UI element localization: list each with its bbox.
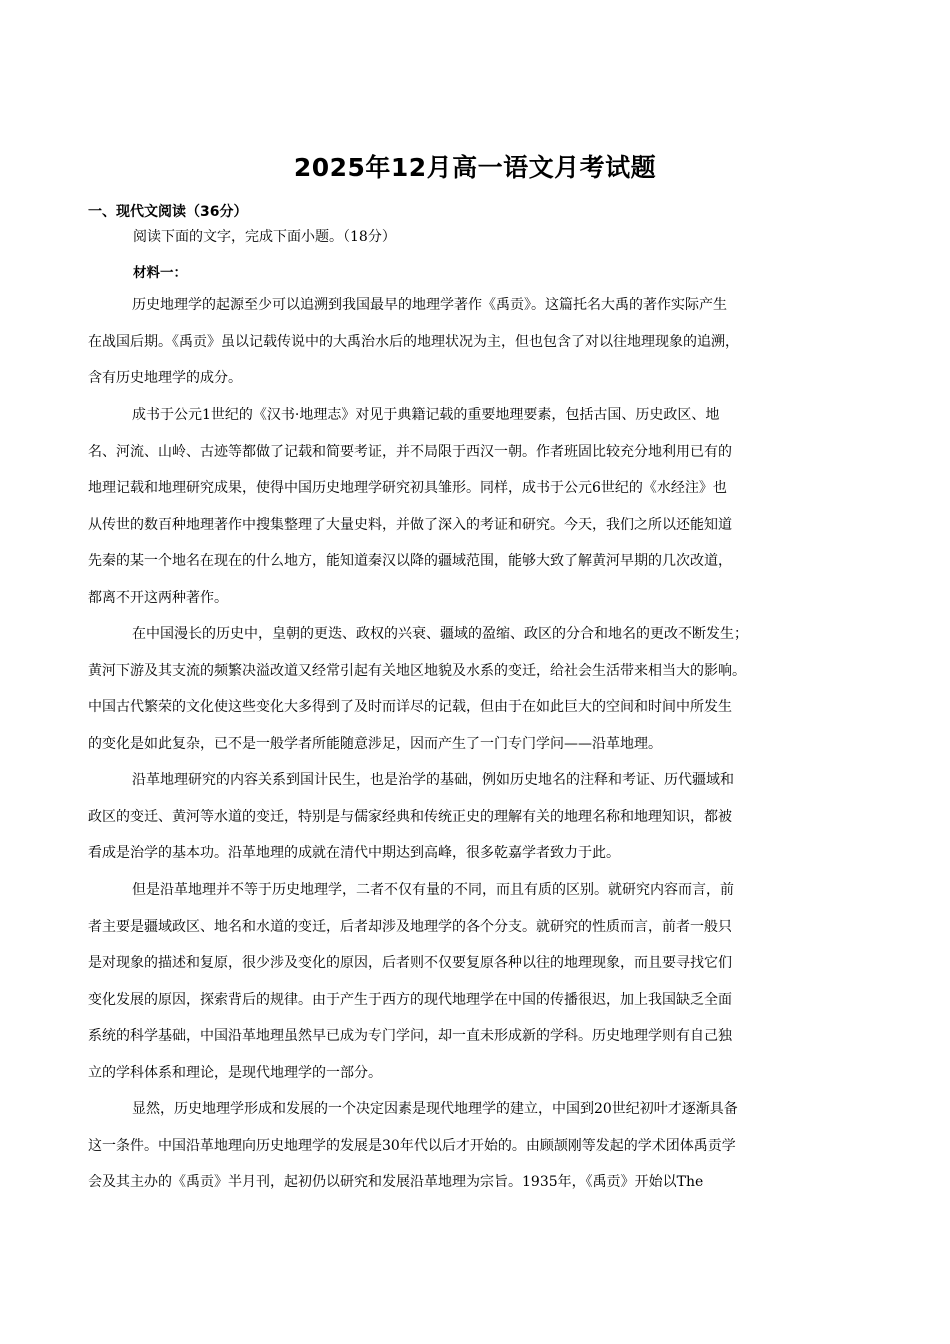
material-label: 材料一： <box>133 265 187 281</box>
text-line: 立的学科体系和理论，是现代地理学的一部分。 <box>88 1064 382 1081</box>
text-line: 成书于公元1世纪的《汉书·地理志》对见于典籍记载的重要地理要素，包括古国、历史政区、地 <box>132 407 720 423</box>
paragraph-1 <box>88 287 868 397</box>
paragraph-3 <box>88 616 868 762</box>
text-line: 地理记载和地理研究成果，使得中国历史地理学研究初具雏形。同样，成书于公元6世纪的《水经注》也 <box>88 480 727 496</box>
text-line: 会及其主办的《禹贡》半月刊，起初仍以研究和发展沿革地理为宗旨。1935年，《禹贡》开始以The <box>88 1174 704 1190</box>
text-line: 从传世的数百种地理著作中搜集整理了大量史料，并做了深入的考证和研究。今天，我们之所以还能知道 <box>88 516 732 533</box>
text-line: 但是沿革地理并不等于历史地理学，二者不仅有量的不同，而且有质的区别。就研究内容而言，前 <box>132 882 734 898</box>
text-line: 显然，历史地理学形成和发展的一个决定因素是现代地理学的建立，中国到20世纪初叶才逐渐具备 <box>132 1101 738 1117</box>
paragraph-6 <box>88 1091 868 1201</box>
text-line: 在中国漫长的历史中，皇朝的更迭、政权的兴衰、疆域的盈缩、政区的分合和地名的更改不断发生； <box>132 626 748 642</box>
text-line: 的变化是如此复杂，已不是一般学者所能随意涉足，因而产生了一门专门学问——沿革地理。 <box>88 735 662 752</box>
text-line: 先秦的某一个地名在现在的什么地方，能知道秦汉以降的疆域范围，能够大致了解黄河早期的几次改道， <box>88 553 732 569</box>
text-line: 都离不开这两种著作。 <box>88 589 228 606</box>
text-line: 者主要是疆域政区、地名和水道的变迁，后者却涉及地理学的各个分支。就研究的性质而言，前者一般只 <box>88 918 732 935</box>
text-line: 是对现象的描述和复原，很少涉及变化的原因，后者则不仅要复原各种以往的地理现象，而且要寻找它们 <box>88 955 732 971</box>
paragraph-4 <box>88 762 868 872</box>
text-line: 含有历史地理学的成分。 <box>88 370 242 386</box>
page-title: 2025年12月高一语文月考试题 <box>293 153 657 182</box>
text-line: 看成是治学的基本功。沿革地理的成就在清代中期达到高峰，很多乾嘉学者致力于此。 <box>88 845 620 861</box>
text-line: 沿革地理研究的内容关系到国计民生，也是治学的基础，例如历史地名的注释和考证、历代疆域和 <box>132 772 734 788</box>
paragraph-2 <box>88 397 868 616</box>
text-line: 这一条件。中国沿革地理向历史地理学的发展是30年代以后才开始的。由顾颉刚等发起的学术团体禹贡学 <box>88 1137 736 1154</box>
text-line: 政区的变迁、黄河等水道的变迁，特别是与儒家经典和传统正史的理解有关的地理名称和地理知识，都被 <box>88 808 732 825</box>
text-line: 中国古代繁荣的文化使这些变化大多得到了及时而详尽的记载，但由于在如此巨大的空间和时间中所发生 <box>88 699 732 715</box>
text-line: 历史地理学的起源至少可以追溯到我国最早的地理学著作《禹贡》。这篇托名大禹的著作实际产生 <box>132 297 727 313</box>
paragraph-5 <box>88 872 868 1091</box>
text-line: 黄河下游及其支流的频繁决溢改道又经常引起有关地区地貌及水系的变迁，给社会生活带来相当大的影响。 <box>88 662 746 679</box>
text-line: 变化发展的原因，探索背后的规律。由于产生于西方的现代地理学在中国的传播很迟，加上我国缺乏全面 <box>88 991 732 1008</box>
text-line: 名、河流、山岭、古迹等都做了记载和简要考证，并不局限于西汉一朝。作者班固比较充分地利用已有的 <box>88 443 732 460</box>
section-heading: 一、现代文阅读（36分） <box>88 204 248 220</box>
text-line: 在战国后期。《禹贡》虽以记载传说中的大禹治水后的地理状况为主，但也包含了对以往地理现象的追溯， <box>88 333 739 350</box>
text-line: 系统的科学基础，中国沿革地理虽然早已成为专门学问，却一直未形成新的学科。历史地理学则有自己独 <box>88 1028 732 1044</box>
reading-instruction: 阅读下面的文字，完成下面小题。（18分） <box>133 229 396 245</box>
